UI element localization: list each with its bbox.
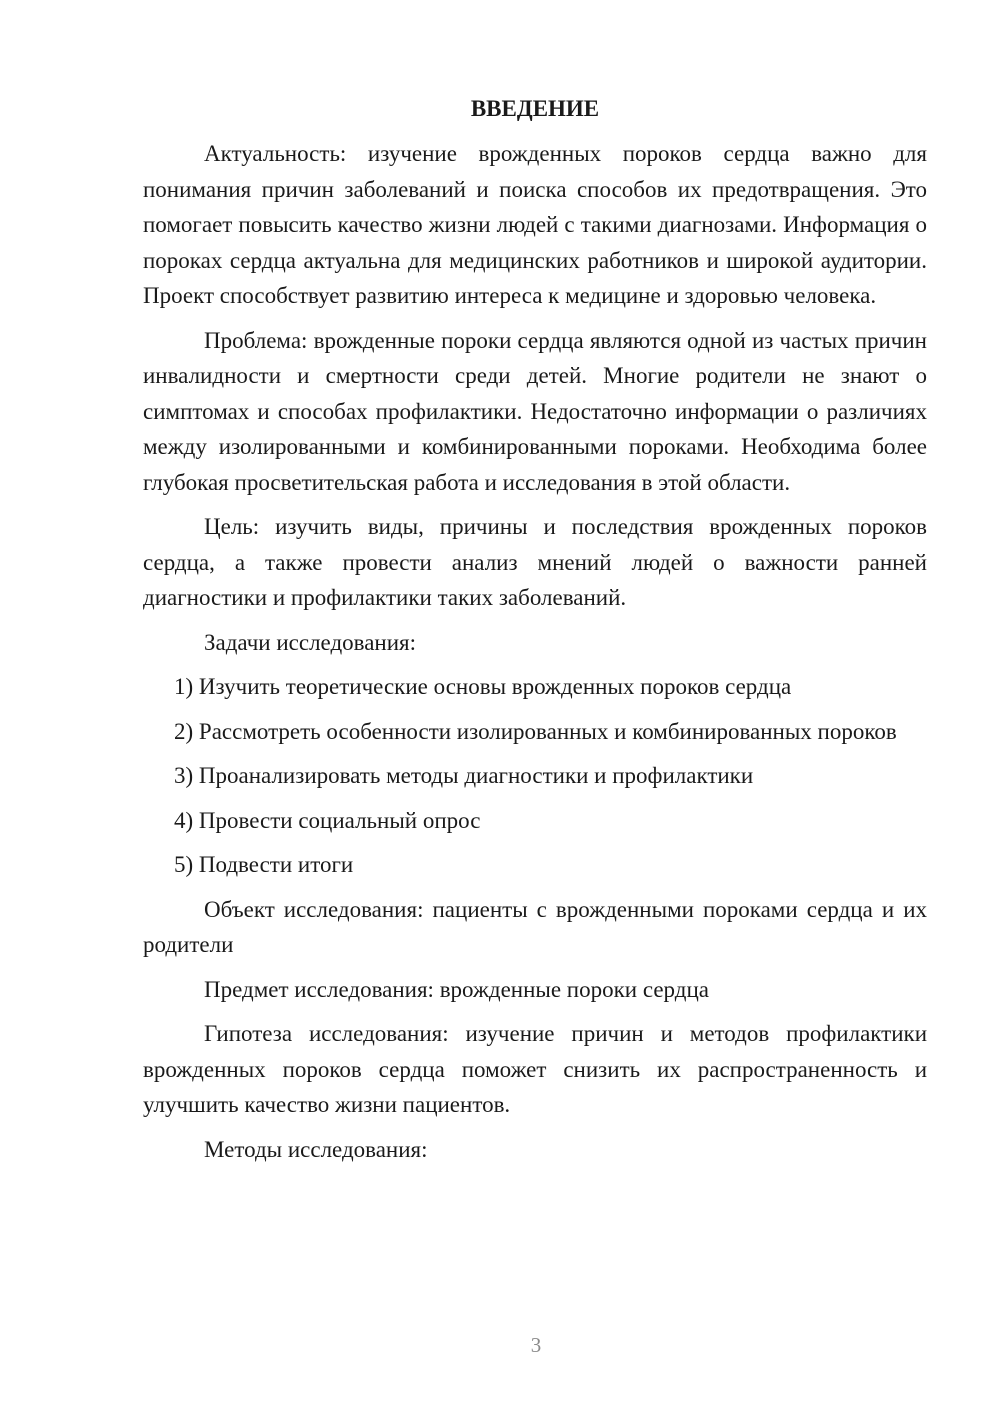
hypothesis-paragraph: Гипотеза исследования: изучение причин и методов профилактики врожденных пороков сердца поможет снизить их распространенность и улучшить качество жизни пациентов. — [143, 1021, 927, 1117]
task-item-4: 4) Провести социальный опрос — [174, 807, 481, 833]
methods-heading: Методы исследования: — [204, 1136, 428, 1162]
page-title: ВВЕДЕНИЕ — [470, 96, 600, 121]
problem-paragraph: Проблема: врожденные пороки сердца являются одной из частых причин инвалидности и смертности среди детей. Многие родители не знают о симптомах и способах профилактики. Недостаточно информации о различиях между изолированными и комбинированными пороками. Необходима более глубокая просветительская работа и исследования в этой области. — [143, 327, 927, 495]
object-paragraph: Объект исследования: пациенты с врожденными пороками сердца и их родители — [143, 896, 927, 957]
task-item-3: 3) Проанализировать методы диагностики и профилактики — [174, 763, 754, 788]
task-item-2: 2) Рассмотреть особенности изолированных и комбинированных пороков — [174, 718, 897, 744]
subject-paragraph: Предмет исследования: врожденные пороки сердца — [204, 976, 709, 1002]
task-item-5: 5) Подвести итоги — [174, 852, 354, 877]
relevance-paragraph: Актуальность: изучение врожденных пороков сердца важно для понимания причин заболеваний и поиска способов их предотвращения. Это помогает повысить качество жизни людей с такими диагнозами. Информация о пороках сердца актуальна для медицинских работников и широкой аудитории. Проект способствует развитию интереса к медицине и здоровью человека. — [143, 141, 927, 308]
task-item-1: 1) Изучить теоретические основы врожденных пороков сердца — [174, 674, 792, 699]
page-content — [143, 94, 927, 1176]
goal-paragraph: Цель: изучить виды, причины и последствия врожденных пороков сердца, а также провести анализ мнений людей о важности ранней диагностики и профилактики таких заболеваний. — [143, 514, 927, 610]
page-number: 3 — [530, 1333, 542, 1357]
tasks-heading: Задачи исследования: — [204, 629, 417, 655]
